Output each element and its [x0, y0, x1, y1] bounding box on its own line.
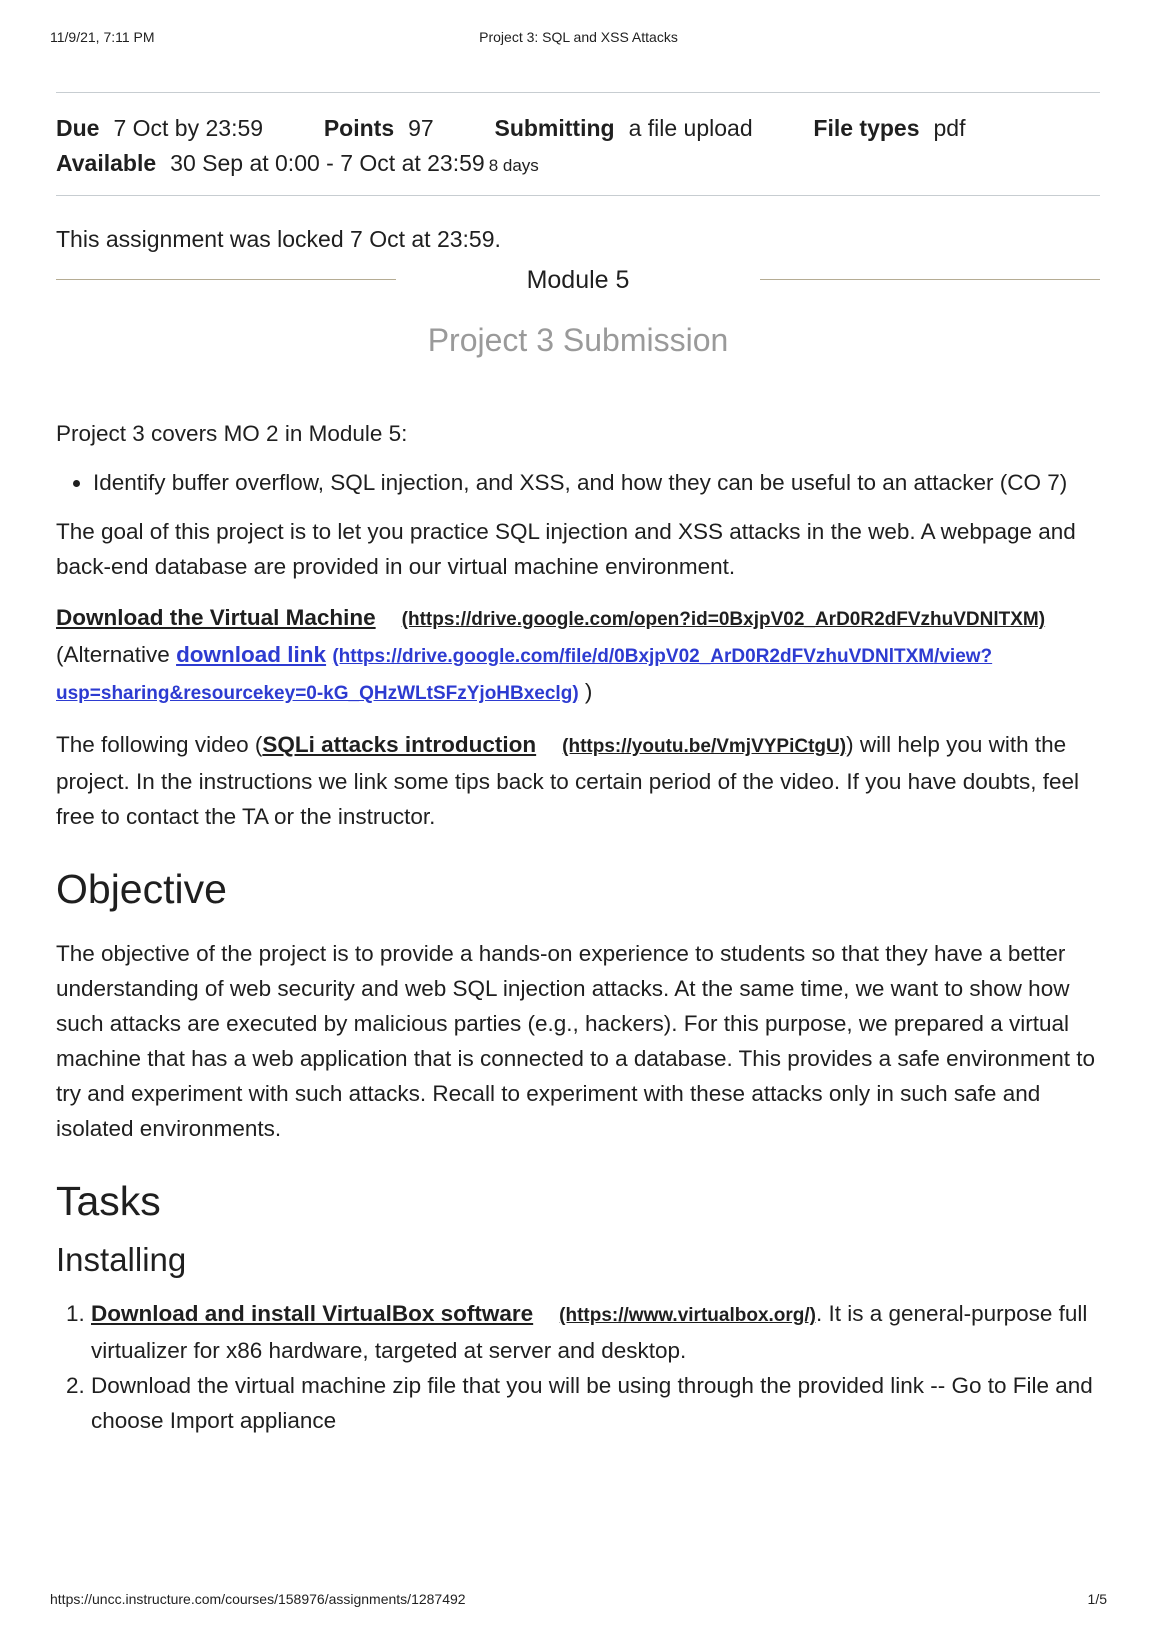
due-value: 7 Oct by 23:59 — [113, 115, 264, 141]
locked-notice: This assignment was locked 7 Oct at 23:59. — [56, 226, 501, 252]
intro-text: Project 3 covers MO 2 in Module 5: — [56, 421, 408, 446]
goal-text: The goal of this project is to let you practice SQL injection and XSS attacks in the web. A webpage and back-end database are provided in our virtual machine environment. — [56, 519, 1076, 579]
print-header — [50, 29, 1107, 49]
submitting-label: Submitting — [494, 115, 615, 141]
download-links — [56, 600, 1100, 711]
print-footer — [50, 1591, 1107, 1611]
objective-text: The objective of the project is to provide a hands-on experience to students so that they have a better understanding of web security and web SQL injection attacks. At the same time, we want to show how such attacks are executed by malicious parties (e.g., hackers). For this purpose, we prepared a virtual machine that has a web application that is connected to a database. This provides a safe environment to try and experiment with such attacks. Recall to experiment with these attacks only in such safe and isolated environments. — [56, 941, 1095, 1141]
video-paragraph — [56, 727, 1100, 834]
alt-suffix: ) — [584, 679, 593, 704]
sqli-video-link[interactable]: SQLi attacks introduction — [262, 732, 537, 757]
print-url: https://uncc.instructure.com/courses/158976/assignments/1287492 — [50, 1591, 466, 1607]
available-days: 8 days — [488, 156, 539, 175]
video-suffix: ) will help you with the project. In the instructions we link some tips back to certain period of the video. If you have doubts, feel free to contact the TA or the instructor. — [56, 732, 1080, 829]
list-item — [91, 1296, 1100, 1368]
points-label: Points — [323, 115, 395, 141]
print-doc-title: Project 3: SQL and XSS Attacks — [479, 29, 678, 45]
submission-title: Project 3 Submission — [427, 322, 729, 358]
list-item: • Identify buffer overflow, SQL injection, and XSS, and how they can be useful to an attacker (CO 7) — [93, 465, 1100, 500]
due-label: Due — [56, 115, 100, 141]
file-types-value: pdf — [933, 115, 966, 141]
available-label: Available — [56, 150, 157, 176]
assignment-details — [56, 93, 1100, 195]
module-line-right — [760, 279, 1100, 280]
alt-download-url[interactable]: (https://drive.google.com/file/d/0BxjpV02_ArD0R2dFVzhuVDNlTXM/view?usp=sharing&resourcekey=0-kG_QHzWLtSFzYjoHBxeclg) — [56, 646, 993, 704]
details-row-2 — [56, 146, 1100, 181]
submitting-value: a file upload — [628, 115, 753, 141]
installing-heading: Installing — [56, 1241, 187, 1278]
module-heading — [56, 262, 1100, 298]
points-value: 97 — [408, 115, 434, 141]
virtualbox-url[interactable]: (https://www.virtualbox.org/) — [559, 1305, 816, 1326]
module-label: Module 5 — [526, 266, 630, 294]
bottom-divider — [56, 195, 1100, 196]
print-datetime: 11/9/21, 7:11 PM — [50, 29, 155, 45]
outcomes-list — [56, 465, 1100, 500]
objective-heading: Objective — [56, 866, 227, 912]
download-vm-url[interactable]: (https://drive.google.com/open?id=0BxjpV02_ArD0R2dFVzhuVDNlTXM) — [401, 609, 1046, 630]
virtualbox-link[interactable]: Download and install VirtualBox software — [91, 1301, 534, 1326]
file-types-label: File types — [813, 115, 920, 141]
alt-download-link[interactable]: download link — [176, 642, 327, 667]
download-vm-link[interactable]: Download the Virtual Machine — [56, 605, 376, 630]
video-prefix: The following video ( — [56, 732, 263, 757]
tasks-heading: Tasks — [56, 1178, 161, 1224]
available-value: 30 Sep at 0:00 - 7 Oct at 23:59 — [170, 150, 485, 176]
assignment-content — [56, 92, 1100, 1438]
print-page-number: 1/5 — [1087, 1591, 1107, 1607]
details-row-1 — [56, 111, 1100, 146]
alt-prefix: (Alternative — [56, 642, 177, 667]
list-item: 2. Download the virtual machine zip file that you will be using through the provided link -- Go to File and choose Import appliance — [91, 1368, 1100, 1438]
step1-text: . It is a general-purpose full virtualizer for x86 hardware, targeted at server and desktop. — [91, 1301, 1088, 1363]
sqli-video-url[interactable]: (https://youtu.be/VmjVYPiCtgU) — [562, 736, 847, 757]
install-steps — [56, 1296, 1100, 1438]
